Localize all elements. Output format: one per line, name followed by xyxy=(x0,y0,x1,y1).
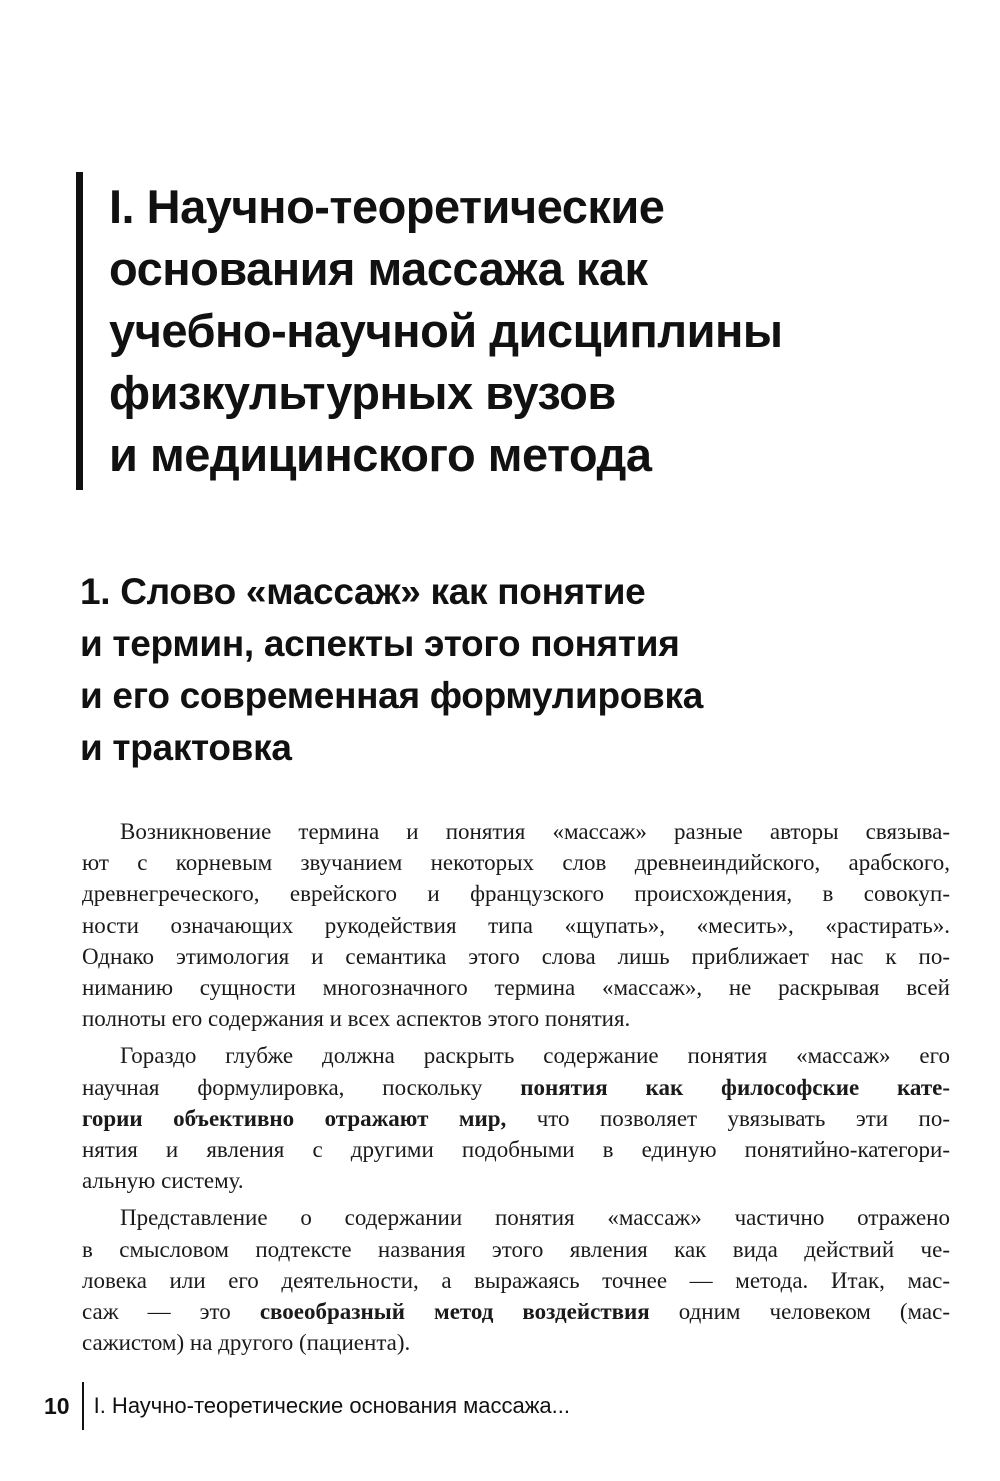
section-title-line: и термин, аспекты этого понятия xyxy=(80,623,680,664)
chapter-title-line: основания массажа как xyxy=(109,242,648,295)
section-title-line: и трактовка xyxy=(80,727,292,768)
section-title-line: и его современная формулировка xyxy=(80,675,703,716)
section-heading-block xyxy=(80,566,950,774)
text-run: полноты его содержания и всех аспектов этого понятия. xyxy=(82,1006,631,1032)
text-line xyxy=(82,1327,950,1358)
text-run: древнегреческого, еврейского и французского происхождения, в совокуп- xyxy=(82,881,950,907)
text-run: Представление о содержании понятия «массаж» частично отражено xyxy=(120,1205,950,1231)
text-line xyxy=(82,1103,950,1134)
text-line xyxy=(82,1296,950,1327)
text-line xyxy=(82,878,950,909)
text-run: ниманию сущности многозначного термина «массаж», не раскрывая всей xyxy=(82,975,950,1001)
chapter-title-line: I. Научно-теоретические xyxy=(109,180,665,233)
bold-text-run: гории объективно отражают мир, xyxy=(82,1105,507,1131)
text-run: альную систему. xyxy=(82,1168,244,1194)
chapter-heading-block xyxy=(76,172,989,490)
text-run: Однако этимология и семантика этого слова лишь приближает нас к по- xyxy=(82,943,950,969)
text-line xyxy=(82,1202,950,1233)
text-line xyxy=(82,1003,950,1034)
text-line xyxy=(82,941,950,972)
text-run: саж — это xyxy=(82,1299,260,1325)
text-run: сажистом) на другого (пациента). xyxy=(82,1330,411,1356)
page-number: 10 xyxy=(44,1392,70,1419)
text-line xyxy=(82,816,950,847)
text-run: что позволяет увязывать эти по- xyxy=(506,1105,950,1131)
text-run: нятия и явления с другими подобными в единую понятийно-категори- xyxy=(82,1137,950,1163)
text-line xyxy=(82,1040,950,1071)
page-footer xyxy=(44,1382,570,1430)
chapter-title-line: и медицинского метода xyxy=(109,428,652,481)
text-run: одним человеком (мас- xyxy=(649,1299,950,1325)
section-title xyxy=(80,566,950,774)
text-run: Возникновение термина и понятия «массаж» разные авторы связыва- xyxy=(120,819,950,844)
chapter-title xyxy=(109,172,989,490)
body-text xyxy=(82,816,950,1364)
chapter-title-line: учебно-научной дисциплины xyxy=(109,304,783,357)
text-line xyxy=(82,1134,950,1165)
paragraph xyxy=(82,1202,950,1358)
text-run: ности означающих рукодействия типа «щупать», «месить», «растирать». xyxy=(82,912,950,938)
text-line xyxy=(82,972,950,1003)
section-title-line: 1. Слово «массаж» как понятие xyxy=(80,571,646,612)
text-run: научная формулировка, поскольку xyxy=(82,1074,521,1100)
text-line xyxy=(82,1165,950,1196)
text-run: в смысловом подтексте названия этого явления как вида действий че- xyxy=(82,1236,950,1262)
text-run: Гораздо глубже должна раскрыть содержание понятия «массаж» его xyxy=(120,1043,950,1069)
text-run: ловека или его деятельности, а выражаясь точнее — метода. Итак, мас- xyxy=(82,1267,950,1293)
chapter-title-line: физкультурных вузов xyxy=(109,366,616,419)
text-line xyxy=(82,1234,950,1265)
bold-text-run: понятия как философские кате- xyxy=(520,1074,950,1100)
paragraph xyxy=(82,1040,950,1196)
text-line xyxy=(82,1265,950,1296)
paragraph xyxy=(82,816,950,1034)
text-run: ют с корневым звучанием некоторых слов древнеиндийского, арабского, xyxy=(82,850,950,876)
text-line xyxy=(82,1072,950,1103)
text-line xyxy=(82,847,950,878)
bold-text-run: своеобразный метод воздействия xyxy=(259,1299,650,1325)
text-line xyxy=(82,910,950,941)
running-head: I. Научно-теоретические основания массажа... xyxy=(93,1393,570,1418)
